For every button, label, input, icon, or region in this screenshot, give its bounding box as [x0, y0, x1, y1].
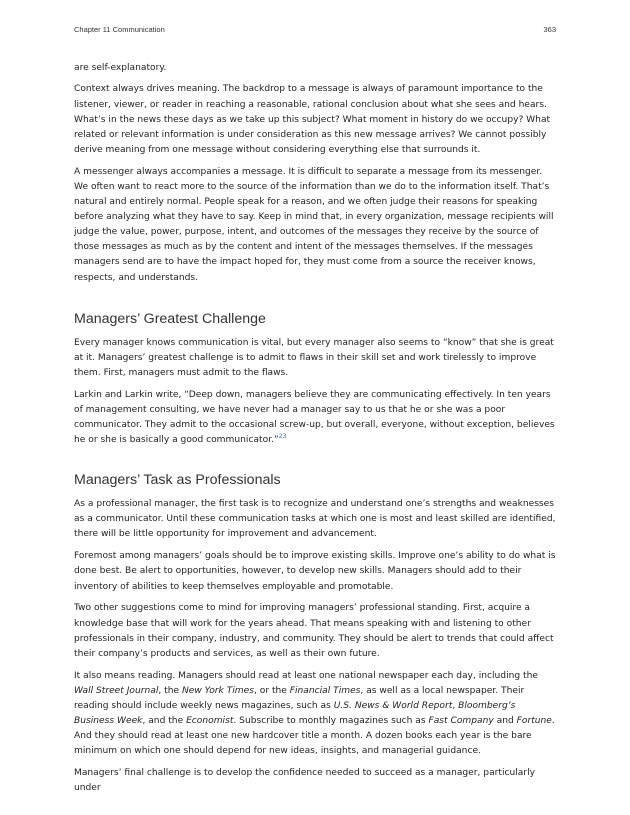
reading-text: . Subscribe to monthly magazines such as — [233, 716, 429, 727]
body-text — [74, 61, 556, 803]
heading-greatest-challenge: Managers’ Greatest Challenge — [74, 310, 266, 327]
footnote-link[interactable]: 23 — [278, 433, 287, 441]
reading-text: , as well as a local newspaper. Their reading should include weekly news magazines, such as — [74, 685, 525, 711]
title-businessweek: Bloomberg’s Business Week — [74, 700, 516, 727]
title-fortune: Fortune — [516, 716, 552, 727]
reading-text: and — [493, 716, 517, 727]
paragraph-every-manager: Every manager knows communication is vital, but every manager also seems to “know” that she is great at it. Managers’ greatest challenge is to admit to flaws in their skill set and work tirelessly to improve them. First, managers must admit to the flaws. — [74, 337, 554, 378]
reading-text: It also means reading. Managers should read at least one national newspaper each day, including the — [74, 670, 538, 681]
title-nyt: New York Times — [181, 685, 254, 696]
heading-task-as-professionals: Managers’ Task as Professionals — [74, 472, 281, 489]
paragraph-professional: As a professional manager, the first task is to recognize and understand one’s strengths and weaknesses as a communicator. Until these communication tasks at which one is most and least skilled are identified, there will be little opportunity for improvement and advancement. — [74, 499, 556, 540]
paragraph-two-suggestions: Two other suggestions come to mind for improving managers’ professional standing. First, acquire a knowledge base that will work for the years ahead. That means speaking with and listening to other professionals in their company, industry, and community. They should be alert to trends that could affect their company’s products and services, as well as their own future. — [74, 603, 554, 659]
paragraph-final-challenge: Managers’ final challenge is to develop the confidence needed to succeed as a manager, particularly under — [74, 768, 535, 794]
paragraph-foremost: Foremost among managers’ goals should be to improve existing skills. Improve one’s ability to do what is done best. Be alert to opportunities, however, to develop new skills. Managers should add to their inventory of abilities to keep themselves employable and promotable. — [74, 551, 556, 592]
reading-text: , the — [158, 685, 182, 696]
title-usnews: U.S. News & World Report — [333, 700, 453, 711]
paragraph-context: Context always drives meaning. The backdrop to a message is always of paramount importance to the listener, viewer, or reader in reaching a reasonable, rational conclusion about what she sees and hears. What’s in the news these days as we take up this subject? What moment in history do we occupy? What related or relevant information is under consideration as this new message arrives? We cannot possibly derive meaning from one message without considering everything else that surrounds it. — [74, 84, 551, 155]
reading-text: , and the — [142, 716, 187, 727]
paragraph-messenger: A messenger always accompanies a message. It is difficult to separate a message from its messenger. We often want to react more to the source of the information than we do to the information itself. That’s natural and entirely normal. People speak for a reason, and we often judge their reasons for speaking before analyzing what they have to say. Keep in mind that, in every organization, message recipients will judge the value, power, purpose, intent, and outcomes of the messages they receive by the source of those messages as much as by the content and intent of the messages themselves. If the messages managers send are to have the impact hoped for, they must come from a source the receiver knows, respects, and understands. — [74, 166, 554, 283]
paragraph-reading — [74, 669, 556, 760]
paragraph-larkin — [74, 388, 556, 448]
page-number: 363 — [543, 25, 556, 34]
paragraph-intro: are self-explanatory. — [74, 63, 167, 73]
reading-text: , or the — [253, 685, 290, 696]
title-wsj: Wall Street Journal — [74, 685, 159, 696]
larkin-quote: Larkin and Larkin write, “Deep down, managers believe they are communicating effectively. In ten years of management consulting, we have never had a manager say to us that he or she was a poor communicator. They admit to the occasional screw-up, but overall, everyone, without exception, believes he or she is basically a good communicator.” — [74, 389, 555, 446]
title-ft: Financial Times — [289, 685, 361, 696]
reading-text: . And they should read at least one new hardcover title a month. A dozen books each year is the bare minimum on which one should depend for new ideas, insights, and managerial guidance. — [74, 716, 555, 757]
reading-text: , — [452, 700, 459, 711]
title-fast-company: Fast Company — [428, 716, 494, 727]
title-economist: Economist — [186, 716, 234, 727]
chapter-title: Chapter 11 Communication — [74, 25, 165, 34]
